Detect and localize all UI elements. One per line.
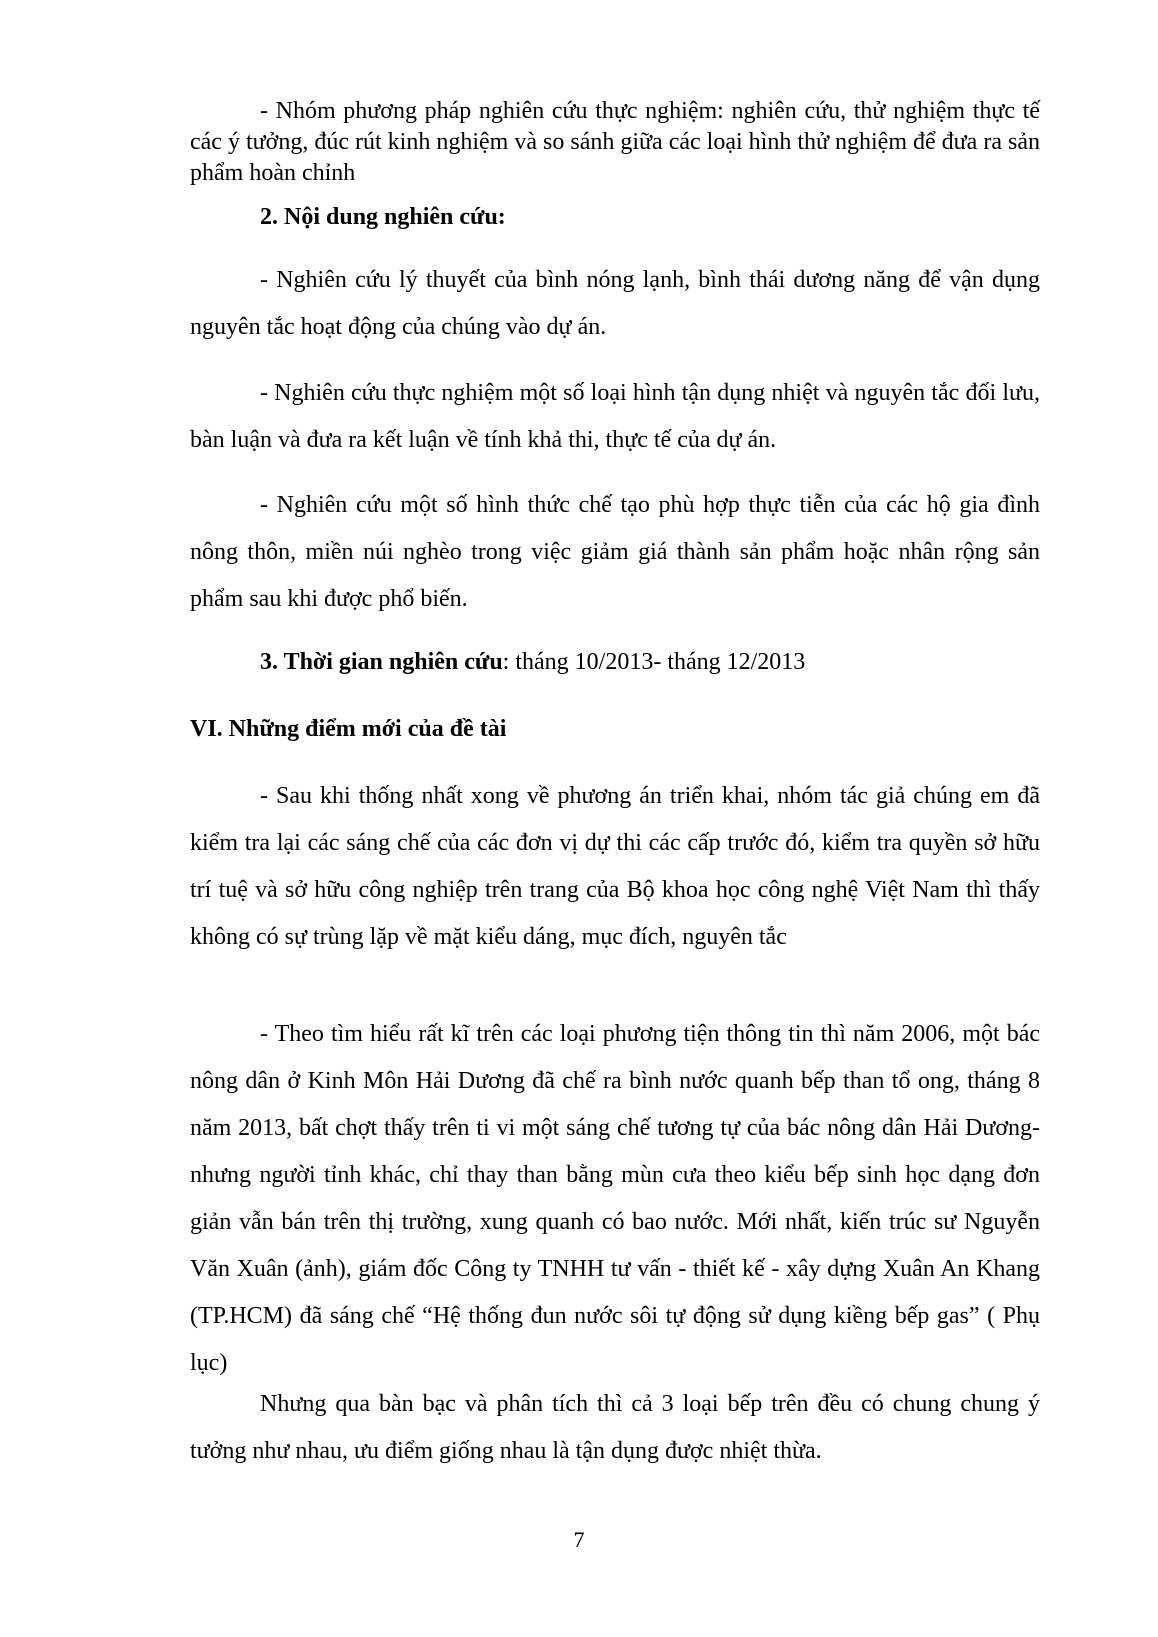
paragraph-prior-inventions: - Theo tìm hiểu rất kĩ trên các loại phương tiện thông tin thì năm 2006, một bác nông dân ở Kinh Môn Hải Dương đã chế ra bình nước quanh bếp than tổ ong, tháng 8 năm 2013, bất chợt thấy trên ti vi một sáng chế tương tự của bác nông dân Hải Dương- nhưng người tỉnh khác, chỉ thay than bằng mùn cưa theo kiểu bếp sinh học dạng đơn giản vẫn bán trên thị trường, xung quanh có bao nước. Mới nhất, kiến trúc sư Nguyễn Văn Xuân (ảnh), giám đốc Công ty TNHH tư vấn - thiết kế - xây dựng Xuân An Khang (TP.HCM) đã sáng chế “Hệ thống đun nước sôi tự động sử dụng kiềng bếp gas” ( Phụ lục): [190, 1021, 1040, 1376]
paragraph-experimental-research: - Nghiên cứu thực nghiệm một số loại hình tận dụng nhiệt và nguyên tắc đối lưu, bàn luận và đưa ra kết luận về tính khả thi, thực tế của dự án.: [190, 380, 1040, 453]
paragraph-patent-check: - Sau khi thống nhất xong về phương án triển khai, nhóm tác giả chúng em đã kiểm tra lại các sáng chế của các đơn vị dự thi các cấp trước đó, kiểm tra quyền sở hữu trí tuệ và sở hữu công nghiệp trên trang của Bộ khoa học công nghệ Việt Nam thì thấy không có sự trùng lặp về mặt kiểu dáng, mục đích, nguyên tắc: [190, 783, 1040, 950]
paragraph-experimental-methods: - Nhóm phương pháp nghiên cứu thực nghiệm: nghiên cứu, thử nghiệm thực tế các ý tưởng, đúc rút kinh nghiệm và so sánh giữa các loại hình thử nghiệm để đưa ra sản phẩm hoàn chỉnh: [190, 98, 1040, 186]
page-number: 7: [573, 1527, 585, 1552]
paragraph-theory-research: - Nghiên cứu lý thuyết của bình nóng lạnh, bình thái dương năng để vận dụng nguyên tắc hoạt động của chúng vào dự án.: [190, 267, 1040, 340]
heading-research-time: [190, 638, 1040, 686]
paragraph-manufacturing-research: - Nghiên cứu một số hình thức chế tạo phù hợp thực tiễn của các hộ gia đình nông thôn, miền núi nghèo trong việc giảm giá thành sản phẩm hoặc nhân rộng sản phẩm sau khi được phổ biến.: [190, 492, 1040, 612]
heading-new-points: VI. Những điểm mới của đề tài: [190, 716, 507, 742]
research-time-label: 3. Thời gian nghiên cứu: [260, 649, 503, 675]
heading-research-content: 2. Nội dung nghiên cứu:: [260, 204, 506, 230]
paragraph-comparison: Nhưng qua bàn bạc và phân tích thì cả 3 loại bếp trên đều có chung chung ý tưởng như nhau, ưu điểm giống nhau là tận dụng được nhiệt thừa.: [190, 1391, 1040, 1464]
research-time-value: : tháng 10/2013- tháng 12/2013: [502, 649, 806, 675]
